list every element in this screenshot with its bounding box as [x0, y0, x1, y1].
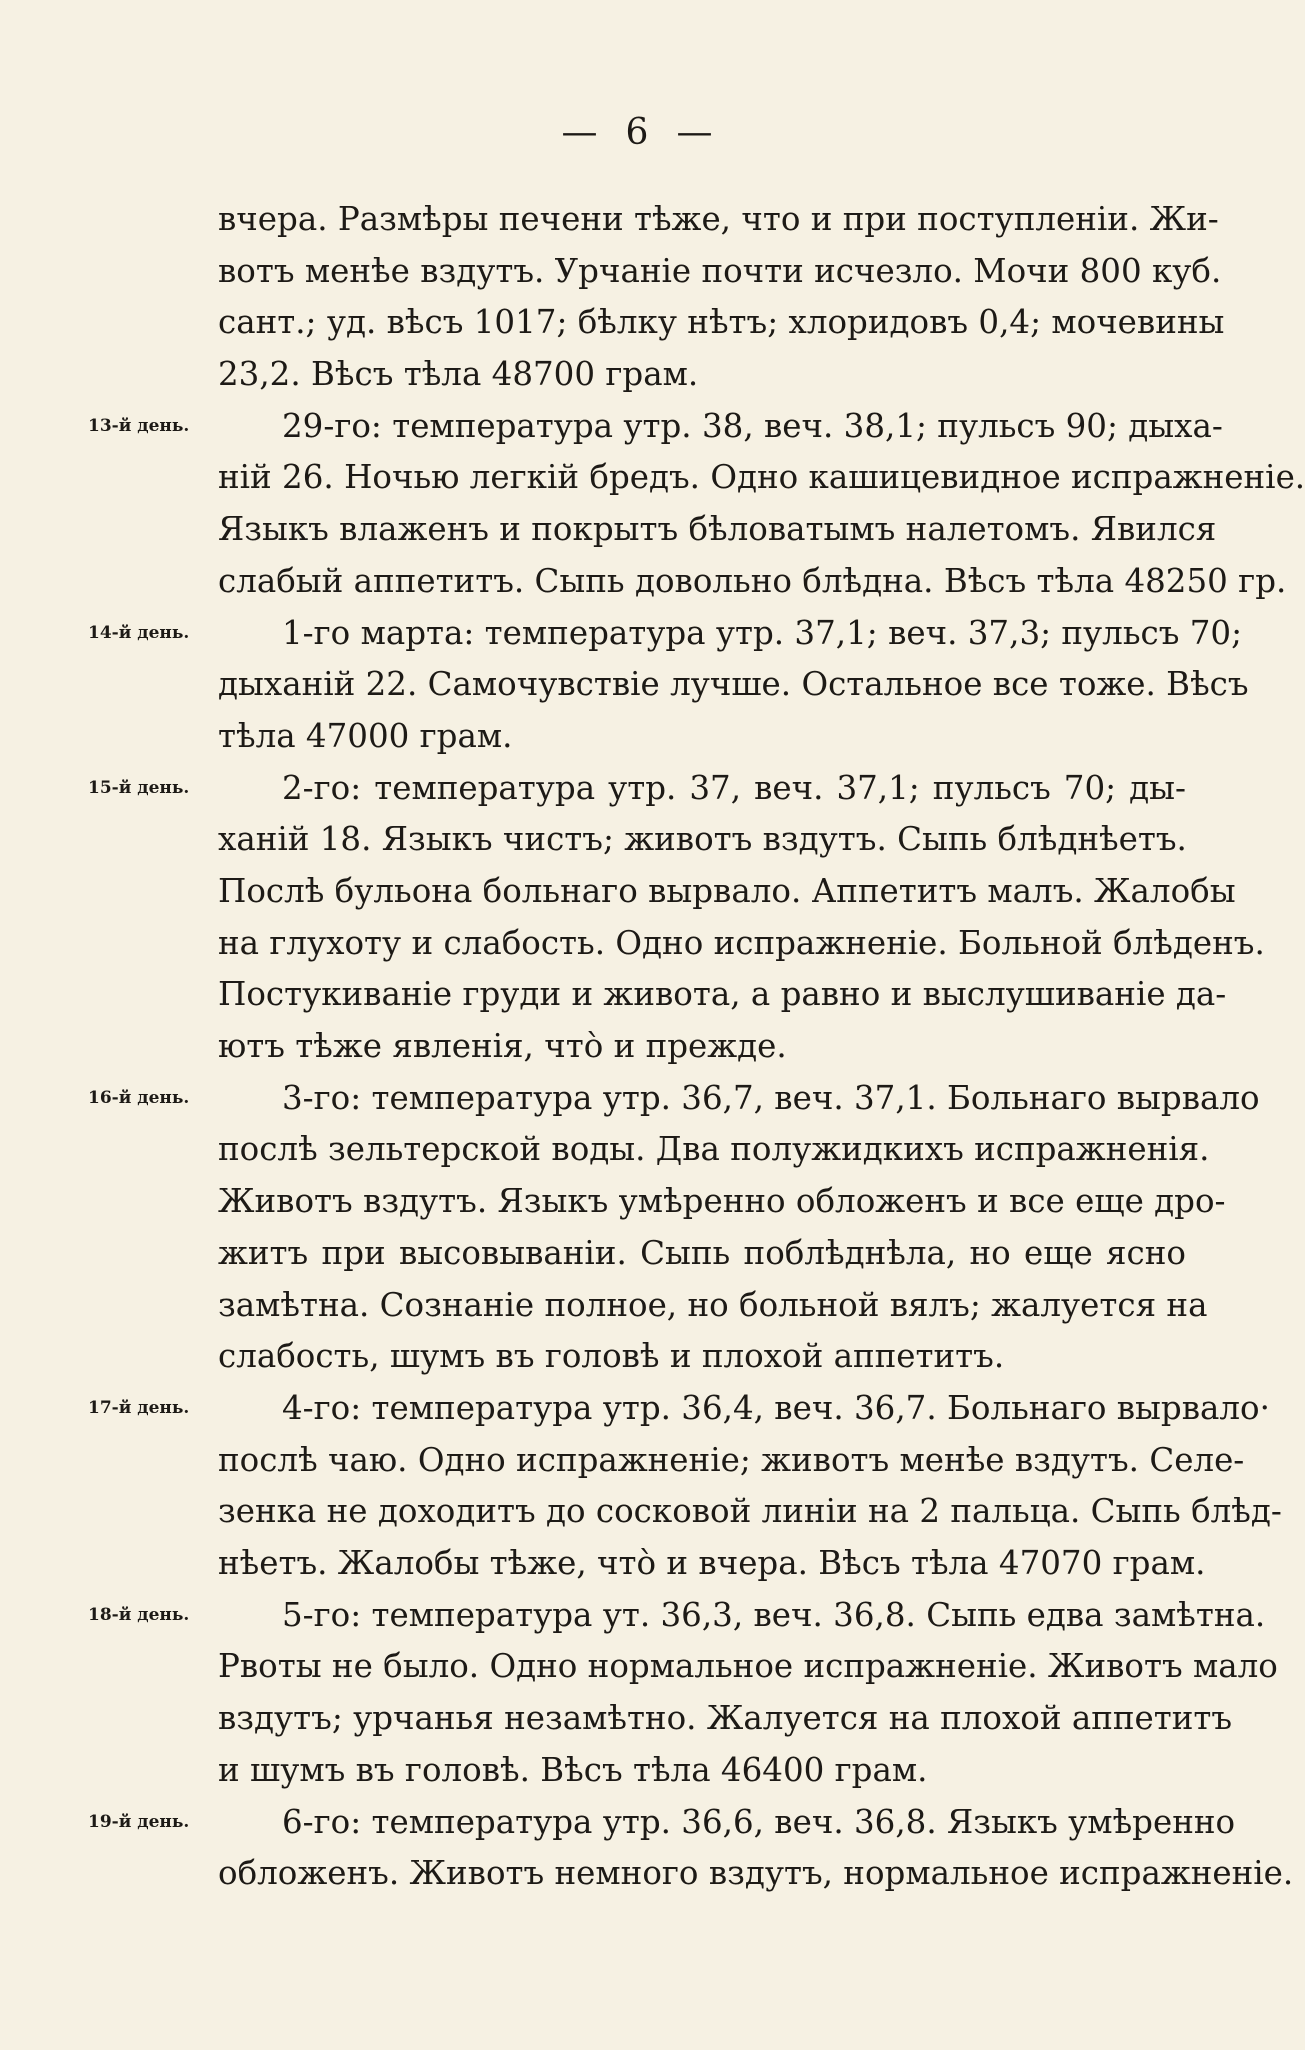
text-line: вчера. Размѣры печени тѣже, что и при поступленіи. Жи-	[218, 200, 1219, 238]
text-line: 6-го: температура утр. 36,6, веч. 36,8. Языкъ умѣренно	[282, 1803, 1236, 1841]
text-line: сант.; уд. вѣсъ 1017; бѣлку нѣтъ; хлоридовъ 0,4; мочевины	[218, 303, 1225, 341]
text-line: Постукиваніе груди и живота, а равно и выслушиваніе да-	[218, 975, 1227, 1013]
text-line: нѣетъ. Жалобы тѣже, что̀ и вчера. Вѣсъ тѣла 47070 грам.	[218, 1544, 1206, 1582]
text-line: на глухоту и слабость. Одно испражненіе. Больной блѣденъ.	[218, 924, 1265, 962]
text-line: 29-го: температура утр. 38, веч. 38,1; пульсъ 90; дыха-	[282, 407, 1223, 445]
text-line: 2-го: температура утр. 37, веч. 37,1; пульсъ 70; ды-	[282, 769, 1186, 807]
text-line: тѣла 47000 грам.	[218, 717, 513, 755]
text-line: обложенъ. Животъ немного вздутъ, нормальное испражненіе.	[218, 1854, 1294, 1892]
margin-note-day-13: 13-й день.	[88, 416, 190, 436]
text-line: 5-го: температура ут. 36,3, веч. 36,8. Сыпь едва замѣтна.	[282, 1596, 1266, 1634]
text-line: 23,2. Вѣсъ тѣла 48700 грам.	[218, 355, 699, 393]
margin-note-day-15: 15-й день.	[88, 778, 190, 798]
text-line: и шумъ въ головѣ. Вѣсъ тѣла 46400 грам.	[218, 1751, 928, 1789]
text-line: ханій 18. Языкъ чистъ; животъ вздутъ. Сыпь блѣднѣетъ.	[218, 820, 1187, 858]
text-line: Рвоты не было. Одно нормальное испражненіе. Животъ мало	[218, 1647, 1278, 1685]
text-line: 4-го: температура утр. 36,4, веч. 36,7. Больнаго вырвало·	[282, 1389, 1270, 1427]
page-header	[0, 112, 1276, 153]
text-line: слабый аппетитъ. Сыпь довольно блѣдна. Вѣсъ тѣла 48250 гр.	[218, 562, 1287, 600]
text-line: ній 26. Ночью легкій бредъ. Одно кашицевидное испражненіе.	[218, 458, 1305, 496]
text-line: житъ при высовываніи. Сыпь поблѣднѣла, но еще ясно	[218, 1234, 1186, 1272]
margin-note-day-19: 19-й день.	[88, 1812, 190, 1832]
text-line: дыханій 22. Самочувствіе лучше. Остальное все тоже. Вѣсъ	[218, 665, 1249, 703]
text-line: ютъ тѣже явленія, что̀ и прежде.	[218, 1027, 787, 1065]
text-line: слабость, шумъ въ головѣ и плохой аппетитъ.	[218, 1337, 1005, 1375]
text-line: Послѣ бульона больнаго вырвало. Аппетитъ малъ. Жалобы	[218, 872, 1236, 910]
header-dash-right: —	[676, 112, 715, 153]
text-line: 1-го марта: температура утр. 37,1; веч. 37,3; пульсъ 70;	[282, 614, 1243, 652]
text-line: вздутъ; урчанья незамѣтно. Жалуется на плохой аппетитъ	[218, 1699, 1233, 1737]
margin-note-day-17: 17-й день.	[88, 1398, 190, 1418]
text-line: Языкъ влаженъ и покрытъ бѣловатымъ налетомъ. Явился	[218, 510, 1217, 548]
header-dash-left: —	[561, 112, 600, 153]
margin-note-day-18: 18-й день.	[88, 1605, 190, 1625]
text-line: зенка не доходитъ до сосковой линіи на 2 пальца. Сыпь блѣд-	[218, 1492, 1282, 1530]
text-line: вотъ менѣе вздутъ. Урчаніе почти исчезло. Мочи 800 куб.	[218, 252, 1222, 290]
page-number: 6	[625, 112, 651, 153]
margin-note-day-16: 16-й день.	[88, 1088, 190, 1108]
margin-note-day-14: 14-й день.	[88, 623, 190, 643]
text-line: послѣ зельтерской воды. Два полужидкихъ испражненія.	[218, 1130, 1210, 1168]
text-line: послѣ чаю. Одно испражненіе; животъ менѣе вздутъ. Селе-	[218, 1441, 1245, 1479]
text-line: Животъ вздутъ. Языкъ умѣренно обложенъ и все еще дро-	[218, 1182, 1226, 1220]
text-line: 3-го: температура утр. 36,7, веч. 37,1. Больнаго вырвало	[282, 1079, 1260, 1117]
text-line: замѣтна. Сознаніе полное, но больной вялъ; жалуется на	[218, 1286, 1208, 1324]
